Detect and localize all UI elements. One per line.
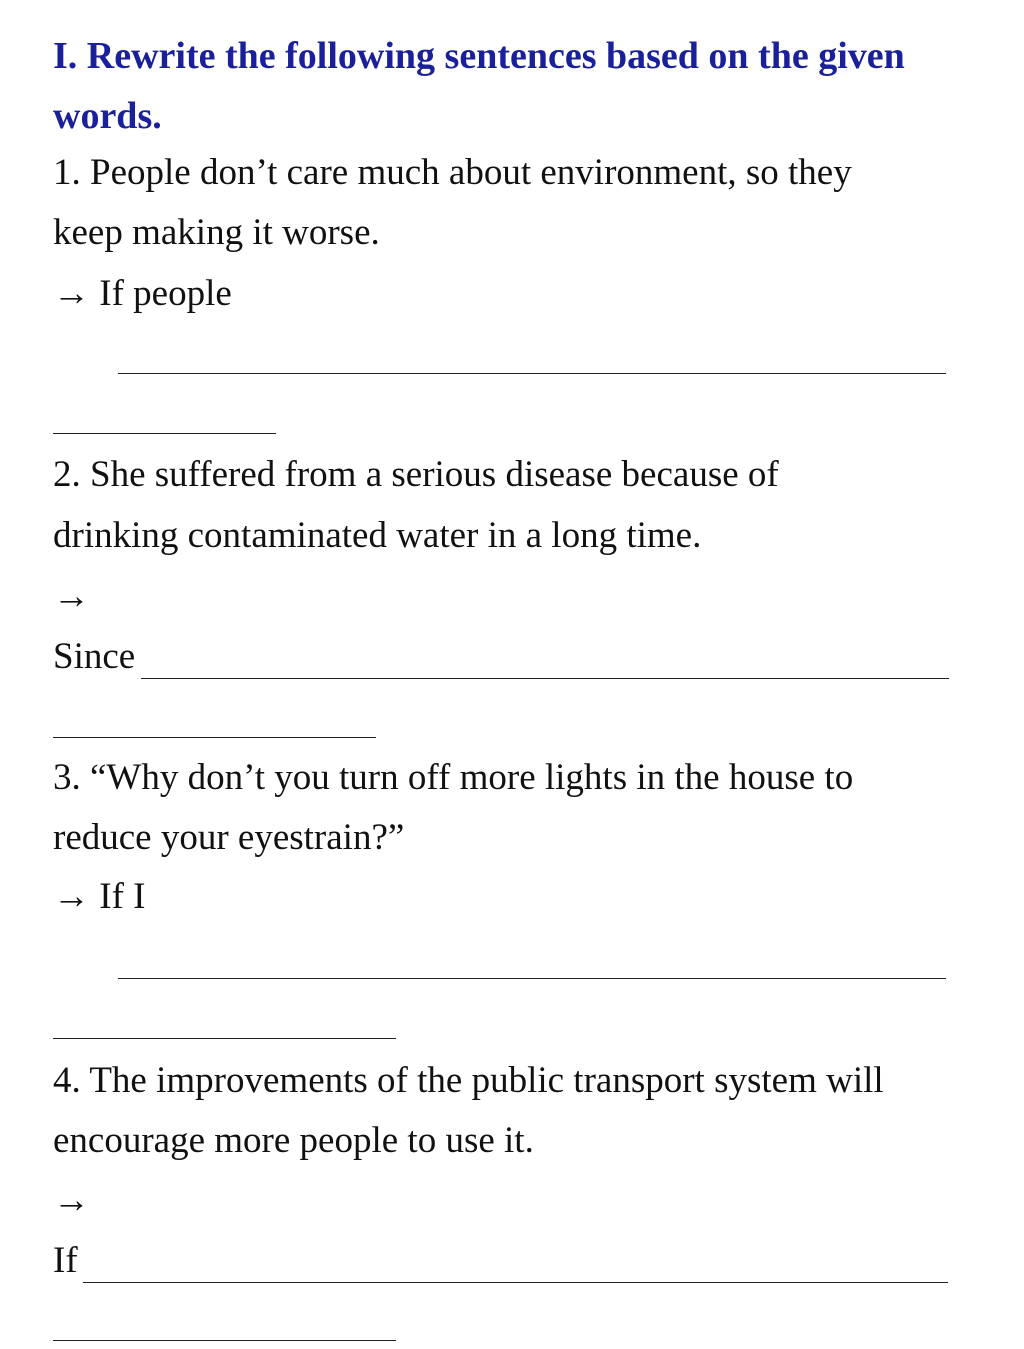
exercise-heading: I. Rewrite the following sentences based on the given words.: [53, 35, 905, 137]
item-2-arrow: →: [53, 576, 90, 617]
item-1-answer-blank[interactable]: [118, 373, 946, 374]
item-1-prompt: → If people: [53, 273, 232, 314]
item-2-answer-blank[interactable]: [141, 678, 949, 679]
item-4-answer-blank[interactable]: [83, 1282, 948, 1283]
item-3-answer-blank-continued[interactable]: [53, 1038, 396, 1039]
item-4-sentence-line-2: encourage more people to use it.: [53, 1120, 534, 1161]
item-2-prompt: Since: [53, 636, 136, 677]
item-2-sentence-line-1: 2. She suffered from a serious disease because of: [53, 454, 779, 495]
item-4-arrow: →: [53, 1180, 90, 1221]
item-4-prompt: If: [53, 1240, 78, 1281]
item-3-sentence-line-1: 3. “Why don’t you turn off more lights in the house to: [53, 757, 854, 798]
item-2-sentence-line-2: drinking contaminated water in a long time.: [53, 515, 702, 556]
item-1-answer-blank-continued[interactable]: [53, 433, 276, 434]
item-4-sentence-line-1: 4. The improvements of the public transport system will: [53, 1060, 884, 1101]
item-2-answer-blank-continued[interactable]: [53, 737, 376, 738]
item-3-sentence-line-2: reduce your eyestrain?”: [53, 817, 405, 858]
item-1-sentence-line-1: 1. People don’t care much about environment, so they: [53, 152, 852, 193]
item-3-answer-blank[interactable]: [118, 978, 946, 979]
item-3-prompt: → If I: [53, 876, 146, 917]
item-4-answer-blank-continued[interactable]: [53, 1340, 396, 1341]
item-1-sentence-line-2: keep making it worse.: [53, 212, 380, 253]
